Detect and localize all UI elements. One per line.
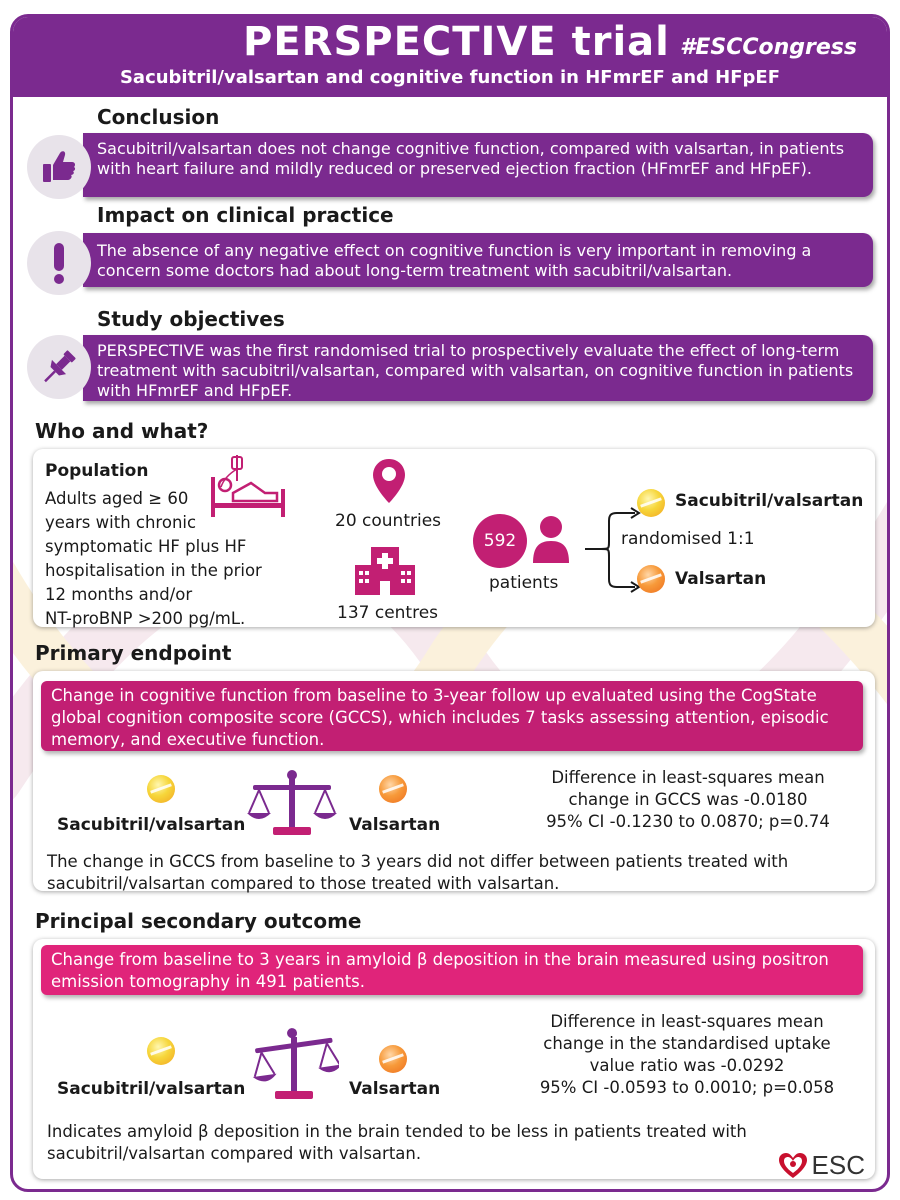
person-icon — [531, 513, 571, 565]
balance-scale-icon — [247, 769, 337, 845]
secondary-conclusion: Indicates amyloid β deposition in the brain tended to be less in patients treated with sacubitril/valsartan compared with valsartan. — [47, 1122, 747, 1163]
esc-heart-icon — [778, 1152, 808, 1180]
page-title: PERSPECTIVE trial — [243, 19, 670, 65]
page-subtitle: Sacubitril/valsartan and cognitive function in HFmrEF and HFpEF — [119, 67, 781, 88]
centres-count: 137 centres — [337, 603, 439, 623]
population-line: hospitalisation in the prior — [45, 561, 262, 580]
randomisation-arrows — [581, 499, 645, 599]
conclusion-icon-bubble — [27, 135, 91, 199]
population-line: symptomatic HF plus HF — [45, 537, 247, 556]
objectives-text: PERSPECTIVE was the first randomised trial to prospectively evaluate the effect of long-term treatment with sacubitril/valsartan, compared with valsartan, on cognitive function in patients with HFmrEF and HFpEF. — [97, 341, 854, 400]
esc-logo-text: ESC — [811, 1150, 865, 1180]
population-line: years with chronic — [45, 513, 197, 532]
impact-heading: Impact on clinical practice — [97, 203, 394, 227]
location-pin-icon — [371, 457, 407, 505]
impact-box — [83, 233, 873, 287]
countries-count: 20 countries — [335, 511, 442, 531]
objectives-box — [83, 335, 873, 401]
sacubitril-pill-icon — [147, 1037, 175, 1065]
primary-arm2-label: Valsartan — [349, 815, 441, 835]
who-heading: Who and what? — [35, 419, 209, 443]
primary-box-text: Change in cognitive function from baseline to 3-year follow up evaluated using the CogState global cognition composite score (GCCS), which includes 7 tasks assessing attention, episodic memory, and executive function. — [51, 686, 829, 749]
primary-result-line: Difference in least-squares mean — [551, 768, 825, 787]
impact-text: The absence of any negative effect on cognitive function is very important in removing a concern some doctors had about long-term treatment with sacubitril/valsartan. — [97, 241, 812, 280]
secondary-heading: Principal secondary outcome — [35, 909, 362, 933]
hospital-building-icon — [353, 545, 417, 597]
patients-count-badge — [473, 514, 527, 568]
valsartan-pill-icon — [379, 775, 407, 803]
secondary-box — [41, 945, 863, 995]
hashtag: #ESCCongress — [680, 35, 857, 60]
sacubitril-pill-icon — [147, 775, 175, 803]
who-arm2-label: Valsartan — [675, 569, 767, 589]
conclusion-text: Sacubitril/valsartan does not change cognitive function, compared with valsartan, in patients with heart failure and mildly reduced or preserved ejection fraction (HFmrEF and HFpEF). — [97, 139, 845, 178]
population-line: 12 months and/or — [45, 585, 193, 604]
valsartan-pill-icon — [637, 565, 665, 593]
primary-heading: Primary endpoint — [35, 641, 232, 665]
impact-icon-bubble — [27, 231, 91, 295]
primary-result-line: change in GCCS was -0.0180 — [568, 790, 808, 809]
secondary-arm1-label: Sacubitril/valsartan — [57, 1079, 246, 1099]
objectives-heading: Study objectives — [97, 307, 285, 331]
randomised-label: randomised 1:1 — [621, 529, 755, 549]
secondary-result-line: change in the standardised uptake — [543, 1034, 831, 1053]
secondary-result — [517, 1011, 857, 1099]
thumbs-up-icon — [39, 147, 79, 187]
objectives-icon-bubble — [27, 335, 91, 399]
secondary-arm2-label: Valsartan — [349, 1079, 441, 1099]
hospital-bed-icon — [207, 453, 287, 523]
exclamation-icon — [39, 241, 79, 285]
secondary-result-line: Difference in least-squares mean — [550, 1012, 824, 1031]
esc-logo — [778, 1150, 865, 1181]
header-banner — [13, 17, 887, 97]
primary-result-line: 95% CI -0.1230 to 0.0870; p=0.74 — [546, 812, 830, 831]
primary-arm1-label: Sacubitril/valsartan — [57, 815, 246, 835]
primary-box — [41, 681, 863, 751]
patients-count: 592 — [483, 531, 517, 551]
infographic-frame — [10, 14, 890, 1192]
conclusion-box — [83, 133, 873, 197]
patients-label: patients — [489, 573, 559, 593]
secondary-box-text: Change from baseline to 3 years in amyloid β deposition in the brain measured using positron emission tomography in 491 patients. — [51, 950, 829, 991]
primary-conclusion: The change in GCCS from baseline to 3 years did not differ between patients treated with sacubitril/valsartan compared to those treated with valsartan. — [47, 852, 789, 893]
population-title: Population — [45, 461, 149, 481]
balance-scale-icon — [249, 1027, 339, 1107]
pushpin-icon — [39, 347, 79, 387]
conclusion-heading: Conclusion — [97, 105, 220, 129]
secondary-result-line: value ratio was -0.0292 — [589, 1056, 785, 1075]
secondary-result-line: 95% CI -0.0593 to 0.0010; p=0.058 — [539, 1078, 835, 1097]
who-arm1-label: Sacubitril/valsartan — [675, 491, 864, 511]
sacubitril-pill-icon — [637, 489, 665, 517]
primary-result — [523, 767, 853, 833]
population-line: Adults aged ≥ 60 — [45, 489, 189, 508]
population-line: NT-proBNP >200 pg/mL. — [45, 609, 246, 628]
valsartan-pill-icon — [379, 1045, 407, 1073]
